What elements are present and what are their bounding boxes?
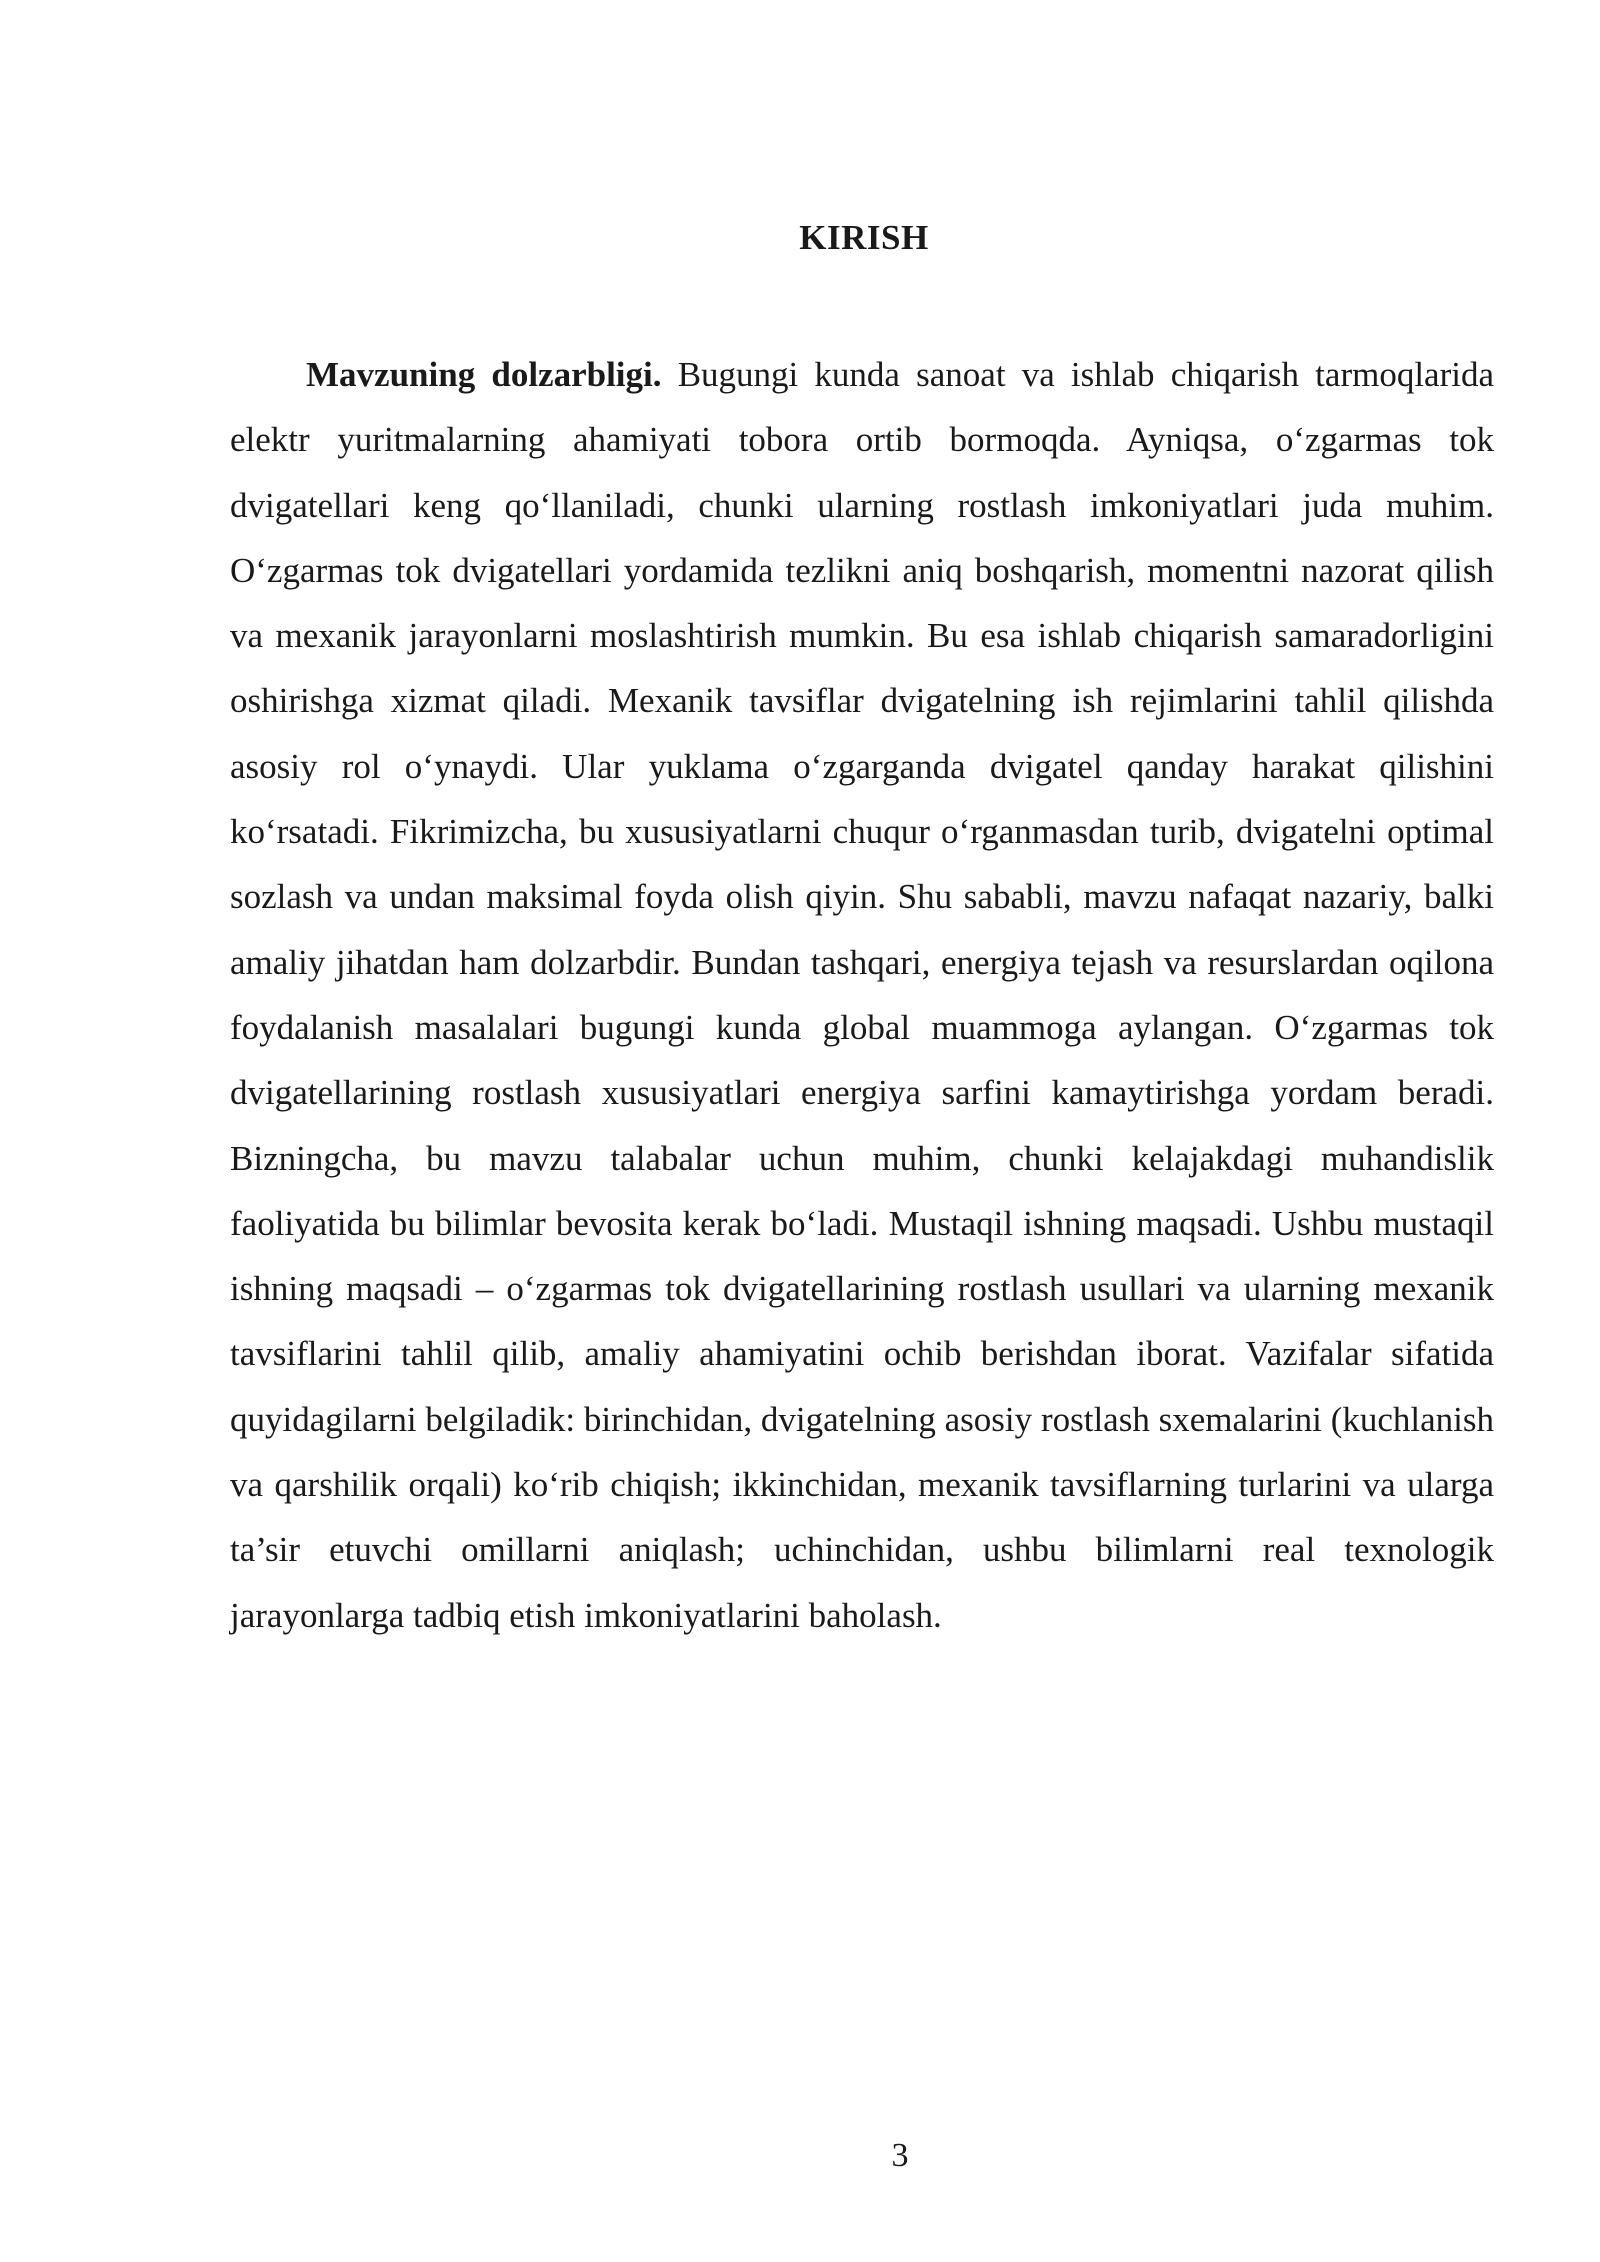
body-paragraph [230, 342, 1494, 1648]
page-number: 3 [891, 2137, 909, 2174]
page-heading: KIRISH [799, 218, 929, 257]
paragraph-lead: Mavzuning dolzarbligi. [306, 355, 662, 394]
paragraph-text: Bugungi kunda sanoat va ishlab chiqarish tarmoqlarida elektr yuritmalarning ahamiyati tobora ortib bormoqda. Ayniqsa, o‘zgarmas tok dvigatellari keng qo‘llaniladi, chunki ularning rostlash imkoniyatlari juda muhim. O‘zgarmas tok dvigatellari yordamida tezlikni aniq boshqarish, momentni nazorat qilish va mexanik jarayonlarni moslashtirish mumkin. Bu esa ishlab chiqarish samaradorligini oshirishga xizmat qiladi. Mexanik tavsiflar dvigatelning ish rejimlarini tahlil qilishda asosiy rol o‘ynaydi. Ular yuklama o‘zgarganda dvigatel qanday harakat qilishini ko‘rsatadi. Fikrimizcha, bu xususiyatlarni chuqur o‘rganmasdan turib, dvigatelni optimal sozlash va undan maksimal foyda olish qiyin. Shu sababli, mavzu nafaqat nazariy, balki amaliy jihatdan ham dolzarbdir. Bundan tashqari, energiya tejash va resurslardan oqilona foydalanish masalalari bugungi kunda global muammoga aylangan. O‘zgarmas tok dvigatellarining rostlash xususiyatlari energiya sarfini kamaytirishga yordam beradi. Bizningcha, bu mavzu talabalar uchun muhim, chunki kelajakdagi muhandislik faoliyatida bu bilimlar bevosita kerak bo‘ladi. Mustaqil ishning maqsadi. Ushbu mustaqil ishning maqsadi – o‘zgarmas tok dvigatellarining rostlash usullari va ularning mexanik tavsiflarini tahlil qilib, amaliy ahamiyatini ochib berishdan iborat. Vazifalar sifatida quyidagilarni belgiladik: birinchidan, dvigatelning asosiy rostlash sxemalarini (kuchlanish va qarshilik orqali) ko‘rib chiqish; ikkinchidan, mexanik tavsiflarning turlarini va ularga ta’sir etuvchi omillarni aniqlash; uchinchidan, ushbu bilimlarni real texnologik jarayonlarga tadbiq etish imkoniyatlarini baholash. [230, 355, 1494, 1635]
